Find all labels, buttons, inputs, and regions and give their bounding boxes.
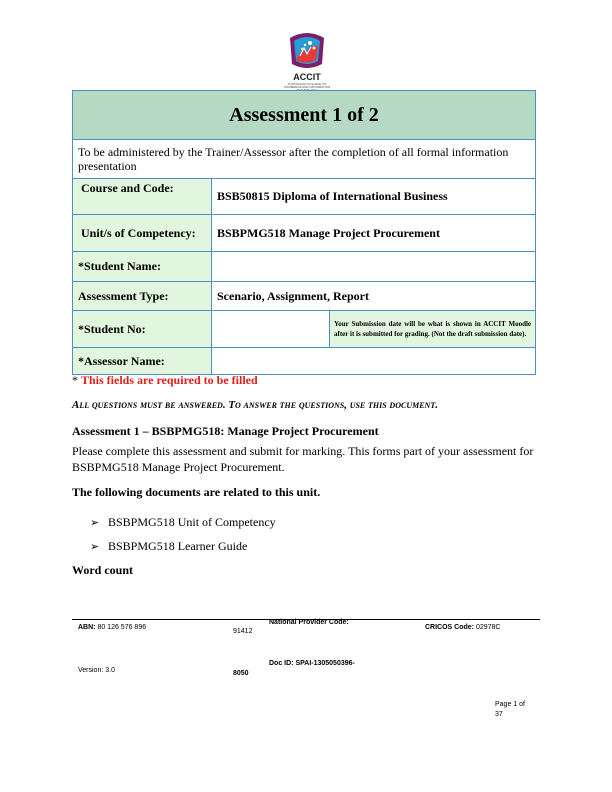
doc-id-value: 8050 <box>233 670 249 677</box>
assessment-type-label: Assessment Type: <box>73 282 212 311</box>
list-item <box>90 534 276 558</box>
abn-value: 80 126 576 896 <box>97 624 147 631</box>
administered-note: To be administered by the Trainer/Assessor after the completion of all formal information presentation <box>73 140 536 179</box>
student-name-field[interactable] <box>212 252 536 282</box>
required-text: This fields are required to be filled <box>81 373 258 387</box>
page-total: 37 <box>495 711 503 718</box>
required-fields-note <box>72 373 258 388</box>
cricos-label: CRICOS Code: <box>425 624 474 631</box>
student-name-label: *Student Name: <box>73 252 212 282</box>
cricos-value: 02978C <box>475 624 501 631</box>
cricos <box>425 624 500 631</box>
list-item <box>90 510 276 534</box>
instruction-text: All questions must be answered. To answer the questions, use this document. <box>72 399 438 411</box>
document-name: BSBPMG518 Unit of Competency <box>108 514 276 529</box>
abn-label: ABN: <box>78 624 96 631</box>
assessment-title: Assessment 1 of 2 <box>73 91 536 140</box>
student-no-field[interactable] <box>212 311 330 348</box>
word-count-label: Word count <box>72 563 134 577</box>
arrow-bullet-icon: ➢ <box>90 539 100 553</box>
logo-subtitle: AUSTRALIAN COLLEGE OF COMMERCE AND INFORMATION <box>283 82 331 89</box>
npc-value: 91412 <box>233 628 253 635</box>
version: Version: 3.0 <box>78 667 115 674</box>
related-documents-heading: The following documents are related to this unit. <box>72 485 321 499</box>
unit-label: Unit/s of Competency: <box>73 215 212 252</box>
submission-date-note: Your Submission date will be what is shown in ACCIT Moodle after it is submitted for grading. (Not the draft submission date). <box>330 311 536 348</box>
assessor-name-label: *Assessor Name: <box>73 348 212 375</box>
assessment-paragraph: Please complete this assessment and submit for marking. This forms part of your assessment for BSBPMG518 Manage Project Procurement. <box>72 444 534 474</box>
npc-label <box>269 619 349 626</box>
logo-emblem-icon <box>280 30 334 74</box>
course-value: BSB50815 Diploma of International Business <box>212 179 536 215</box>
course-label: Course and Code: <box>73 179 212 215</box>
npc-label-text: National Provider Code: <box>269 619 349 626</box>
assessment-cover-table <box>72 90 536 375</box>
accit-logo <box>280 30 334 92</box>
abn <box>78 624 146 631</box>
unit-value: BSBPMG518 Manage Project Procurement <box>212 215 536 252</box>
student-no-label: *Student No: <box>73 311 212 348</box>
doc-id-label-text: Doc ID: SPAI-1305050396- <box>269 660 355 667</box>
assessor-name-field[interactable] <box>212 348 536 375</box>
required-star: * <box>72 373 78 387</box>
page-label: Page 1 of <box>495 701 525 708</box>
arrow-bullet-icon: ➢ <box>90 515 100 529</box>
related-documents-list <box>90 510 276 558</box>
doc-id-label <box>269 660 355 667</box>
assessment-type-value: Scenario, Assignment, Report <box>212 282 536 311</box>
document-name: BSBPMG518 Learner Guide <box>108 538 248 553</box>
logo-name: ACCIT <box>293 72 321 82</box>
assessment-heading: Assessment 1 – BSBPMG518: Manage Project Procurement <box>72 424 379 438</box>
